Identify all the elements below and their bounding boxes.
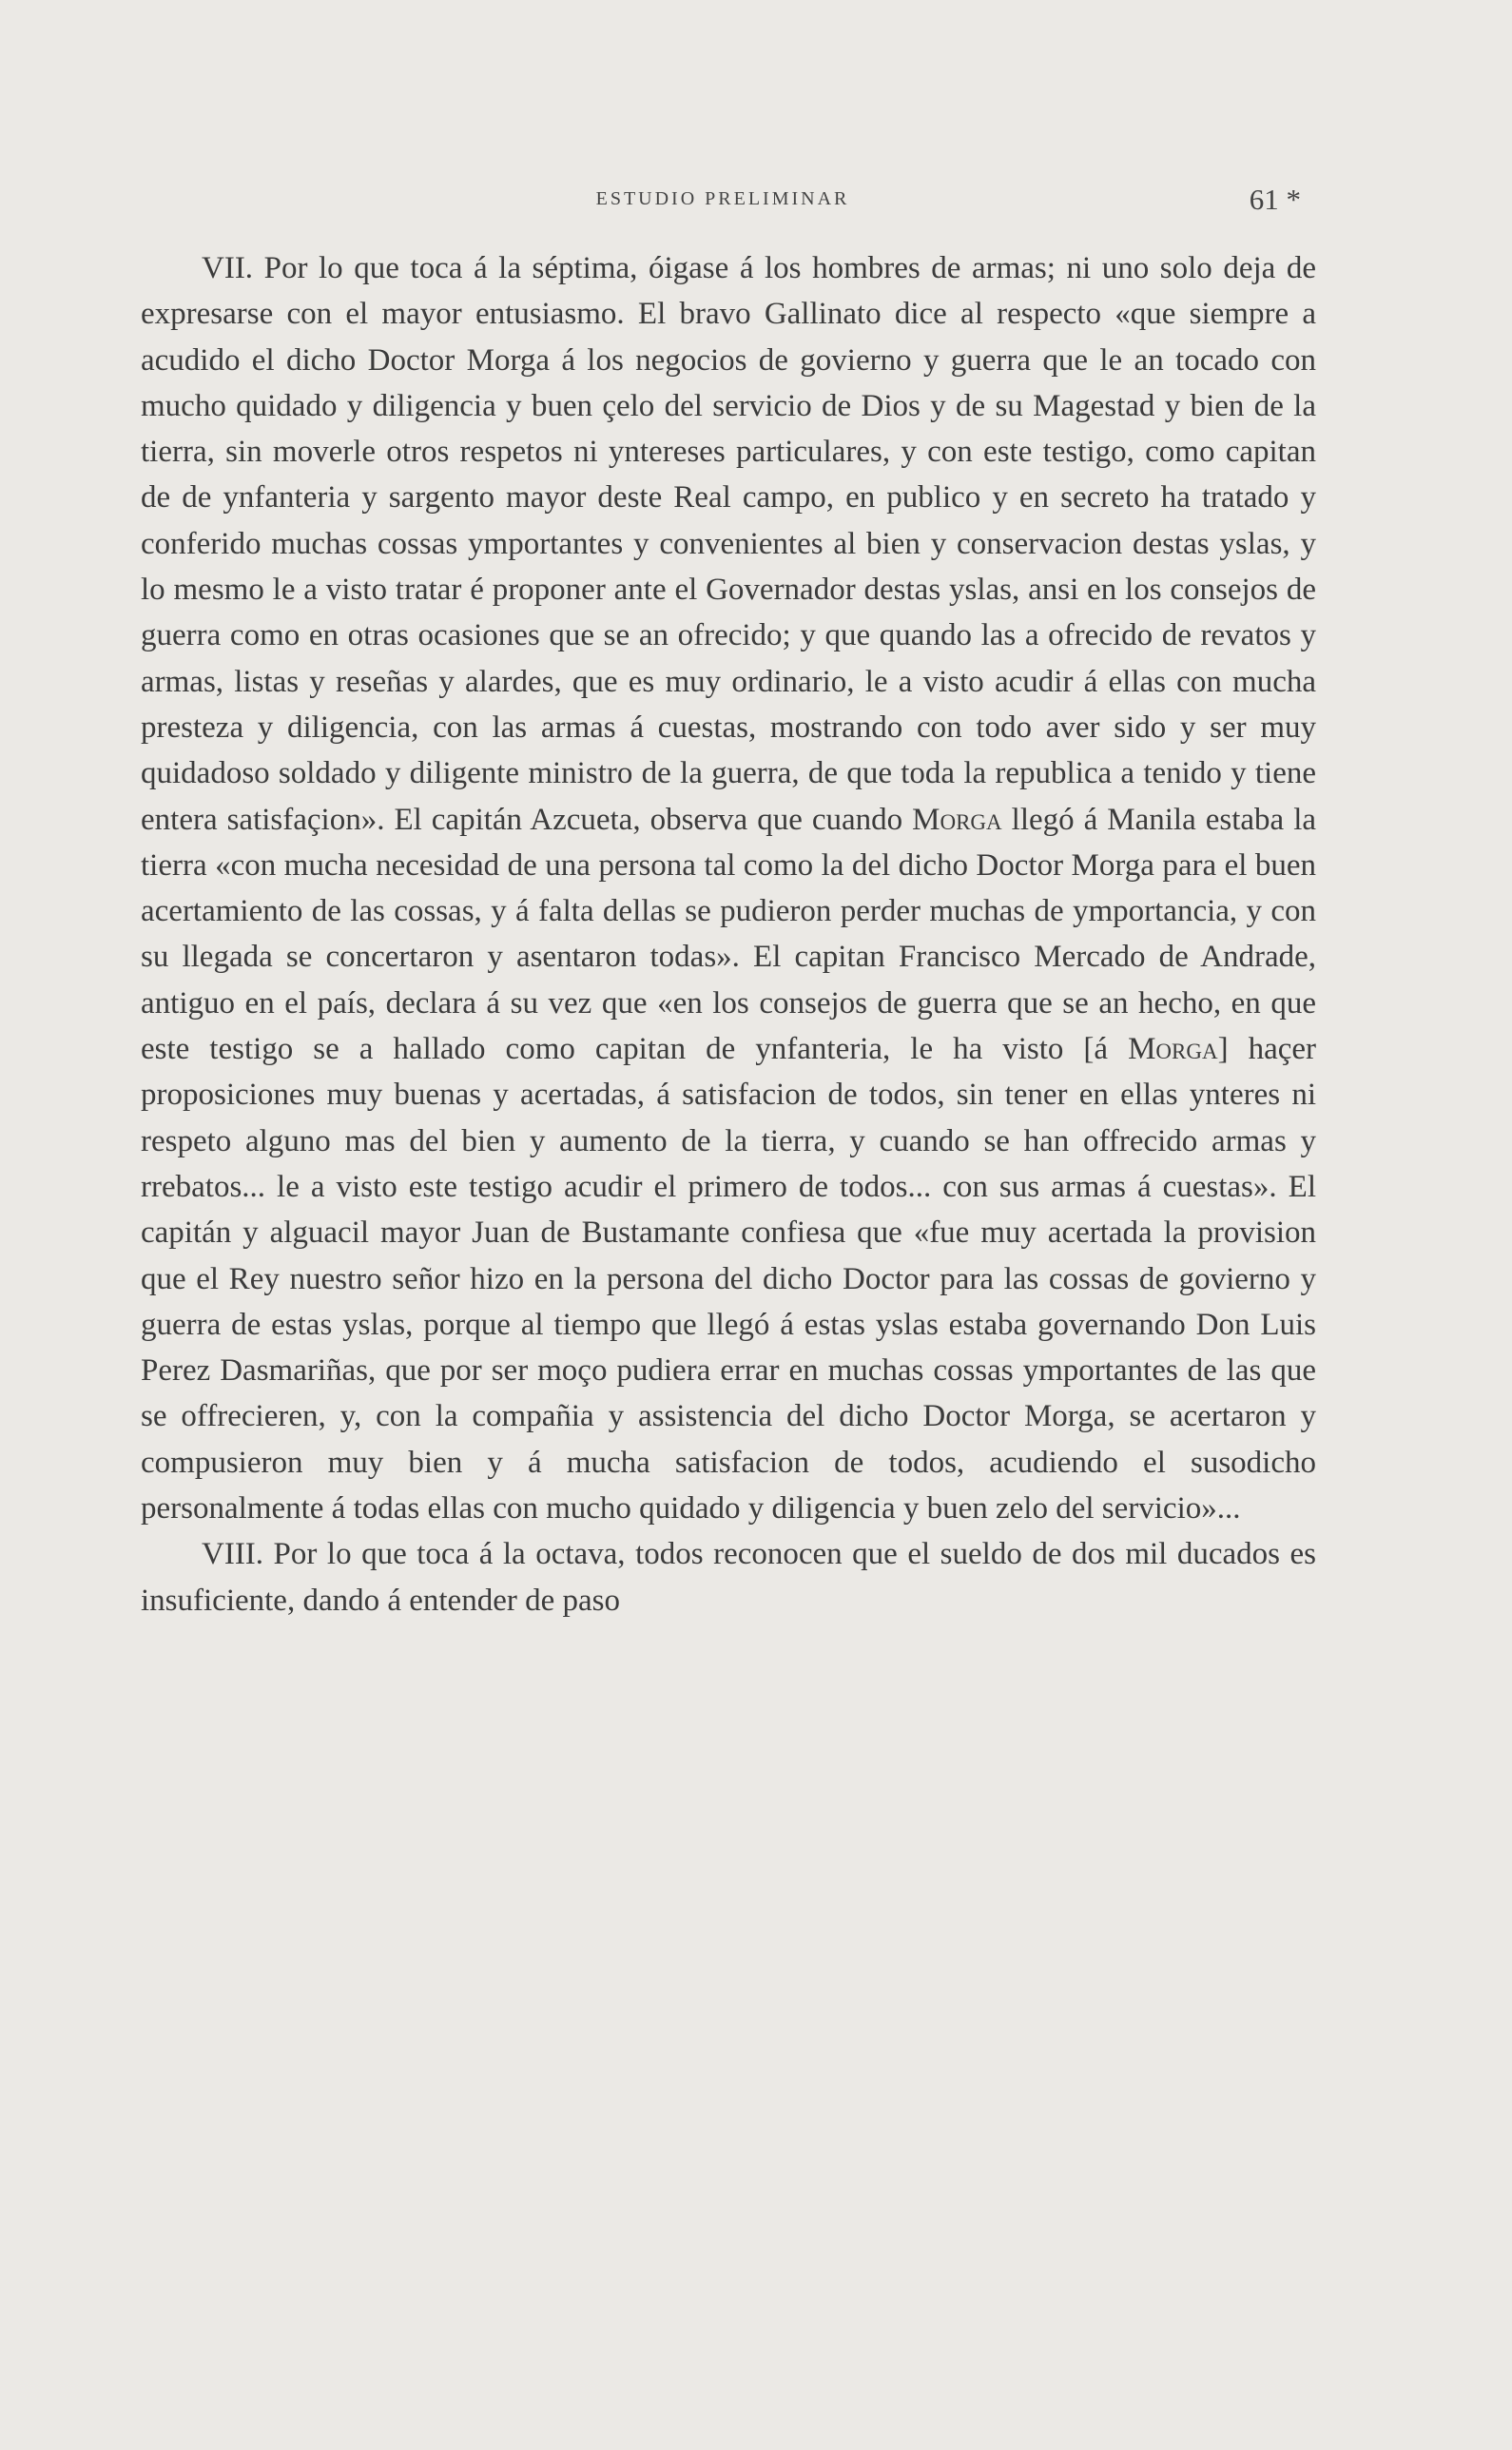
paragraph-vii-text-2: llegó á Manila estaba la tierra «con mucha necesidad de una persona tal como la del dicho Doctor Morga para el buen acertamiento de las cossas, y á falta dellas se pudieron perder muchas de ymportancia, y con su llegada se concertaron y asentaron todas». El capitan Francisco Mercado de Andrade, antiguo en el país, declara á su vez que «en los consejos de guerra que se an hecho, en que este testigo se a hallado como capitan de ynfanteria, le ha visto [á xyxy=(141,802,1317,1067)
paragraph-vii-text-1: VII. Por lo que toca á la séptima, óigase á los hombres de armas; ni uno solo deja de expresarse con el mayor entusiasmo. El bravo Gallinato dice al respecto «que siempre a acudido el dicho Doctor Morga á los negocios de govierno y guerra que le an tocado con mucho quidado y diligencia y buen çelo del servicio de Dios y de su Magestad y bien de la tierra, sin moverle otros respetos ni yntereses particulares, y con este testigo, como capitan de de ynfanteria y sargento mayor deste Real campo, en publico y en secreto ha tratado y conferido muchas cossas ymportantes y convenientes al bien y conservacion destas yslas, y lo mesmo le a visto tratar é proponer ante el Governador destas yslas, ansi en los consejos de guerra como en otras ocasiones que se an ofrecido; y que quando las a ofrecido de revatos y armas, listas y reseñas y alardes, que es muy ordinario, le a visto acudir á ellas con mucha presteza y diligencia, con las armas á cuestas, mostrando con todo aver sido y ser muy quidadoso soldado y diligente ministro de la guerra, de que toda la republica a tenido y tiene entera satisfaçion». El capitán Azcueta, observa que cuando xyxy=(141,251,1316,837)
paragraph-vii xyxy=(141,245,1316,1531)
small-caps-name: Morga xyxy=(912,802,1002,837)
page-header xyxy=(133,183,1312,226)
paragraph-vii-text-3: ] haçer proposiciones muy buenas y acertadas, á satisfacion de todos, sin tener en ellas ynteres ni respeto alguno mas del bien y aumento de la tierra, y cuando se han offrecido armas y rrebatos... le a visto este testigo acudir el primero de todos... con sus armas á cuestas». El capitán y alguacil mayor Juan de Bustamante confiesa que «fue muy acertada la provision que el Rey nuestro señor hizo en la persona del dicho Doctor para las cossas de govierno y guerra de estas yslas, porque al tiempo que llegó á estas yslas estaba governando Don Luis Perez Dasmariñas, que por ser moço pudiera errar en muchas cossas ymportantes de las que se offrecieren, y, con la compañia y assistencia del dicho Doctor Morga, se acertaron y compusieron muy bien y á mucha satisfacion de todos, acudiendo el susodicho personalmente á todas ellas con mucho quidado y diligencia y buen zelo del servicio»... xyxy=(141,1032,1316,1526)
text-body xyxy=(141,245,1316,1624)
paragraph-viii: VIII. Por lo que toca á la octava, todos reconocen que el sueldo de dos mil ducados es insuficiente, dando á entender de paso xyxy=(141,1537,1316,1618)
page-number: 61 * xyxy=(1249,183,1301,216)
running-title: ESTUDIO PRELIMINAR xyxy=(595,188,850,209)
small-caps-name: Morga xyxy=(1128,1032,1218,1067)
